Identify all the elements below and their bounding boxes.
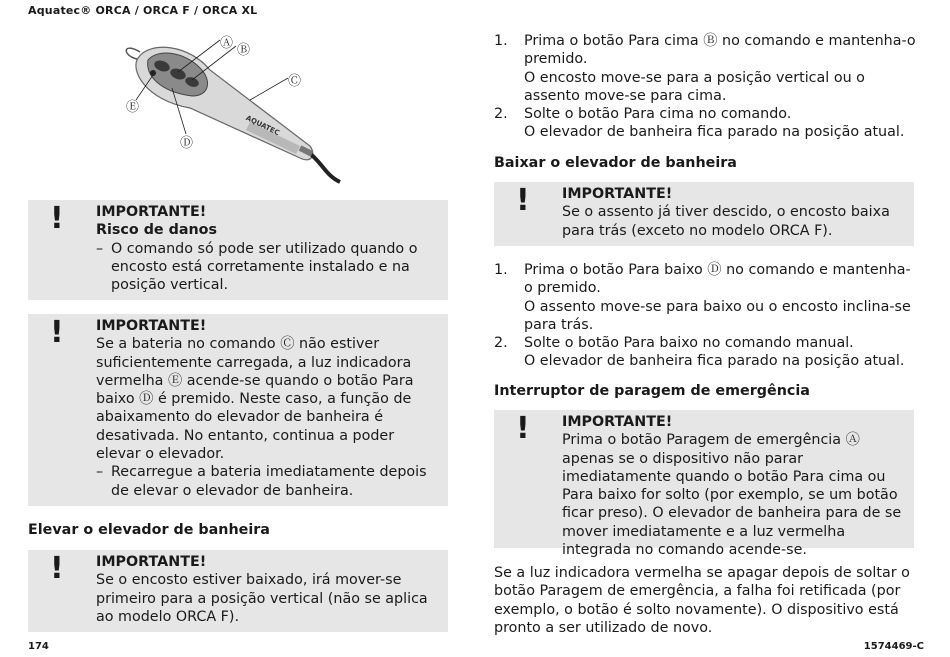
important-box-backrest: [28, 550, 448, 632]
figure-label-b: Ⓑ: [237, 43, 251, 58]
section-heading-emergency-stop: Interruptor de paragem de emergência: [494, 383, 810, 399]
important-title: IMPORTANTE!: [96, 554, 207, 570]
bullet-item: – O comando só pode ser utilizado quando o encosto está corretamente instalado e na posição vertical.: [96, 240, 418, 294]
raise-steps-list: [494, 32, 918, 142]
important-title: IMPORTANTE!: [96, 318, 207, 334]
important-box-seat: [494, 182, 914, 246]
closing-paragraph: Se a luz indicadora vermelha se apagar depois de soltar o botão Paragem de emergência, a falha foi retificada (por exemplo, o botão é solto novamente). O dispositivo está pronto a ser utilizado de novo.: [494, 565, 910, 636]
important-text: Se a bateria no comando Ⓒ não estiver suficientemente carregada, a luz indicadora vermelha Ⓔ acende-se quando o botão Para baixo Ⓓ é premido. Neste caso, a função de abaixamento do elevador de banheira é desativada. No entanto, continua a poder elevar o elevador.: [96, 336, 414, 463]
remote-control-figure: [100, 30, 360, 194]
important-title: IMPORTANTE!: [96, 204, 207, 220]
warning-exclamation-icon: !: [516, 411, 530, 446]
lower-steps-list: [494, 261, 918, 371]
list-item: 1. Prima o botão Para baixo Ⓓ no comando e mantenha-o premido. O assento move-se para baixo ou o encosto inclina-se para trás.: [494, 262, 911, 333]
figure-label-d: Ⓓ: [180, 136, 194, 151]
important-title: IMPORTANTE!: [562, 414, 673, 430]
section-heading-lower: Baixar o elevador de banheira: [494, 155, 737, 171]
figure-label-a: Ⓐ: [220, 36, 234, 51]
important-subtitle: Risco de danos: [96, 222, 217, 239]
figure-label-e: Ⓔ: [126, 100, 140, 115]
warning-exclamation-icon: !: [50, 201, 64, 236]
warning-exclamation-icon: !: [50, 315, 64, 350]
page-number: 174: [28, 641, 49, 652]
important-box-damage-risk: [28, 200, 448, 300]
important-box-battery: [28, 314, 448, 506]
section-heading-raise: Elevar o elevador de banheira: [28, 522, 270, 538]
list-item: 1. Prima o botão Para cima Ⓑ no comando e mantenha-o premido. O encosto move-se para a posição vertical ou o assento move-se para cima.: [494, 33, 916, 104]
important-text: Se o assento já tiver descido, o encosto baixa para trás (exceto no modelo ORCA F).: [562, 204, 890, 239]
warning-exclamation-icon: !: [516, 183, 530, 218]
document-id: 1574469-C: [863, 641, 924, 652]
important-text: Se o encosto estiver baixado, irá mover-se primeiro para a posição vertical (não se aplica ao modelo ORCA F).: [96, 572, 428, 625]
figure-label-c: Ⓒ: [288, 74, 302, 89]
important-box-emergency: [494, 410, 914, 559]
page-header: Aquatec® ORCA / ORCA F / ORCA XL: [28, 4, 258, 17]
list-item: 2. Solte o botão Para baixo no comando manual. O elevador de banheira fica parado na posição atual.: [494, 335, 905, 370]
bullet-item: – Recarregue a bateria imediatamente depois de elevar o elevador de banheira.: [96, 464, 427, 499]
figure-brand-text: AQUATEC: [244, 114, 281, 138]
list-item: 2. Solte o botão Para cima no comando. O elevador de banheira fica parado na posição atual.: [494, 106, 905, 141]
important-text: Prima o botão Paragem de emergência Ⓐ apenas se o dispositivo não parar imediatamente quando o botão Para cima ou Para baixo for solto (por exemplo, se um botão ficar preso). O elevador de banheira para de se mover imediatamente e a luz vermelha integrada no comando acende-se.: [562, 432, 902, 559]
warning-exclamation-icon: !: [50, 551, 64, 586]
important-title: IMPORTANTE!: [562, 186, 673, 202]
